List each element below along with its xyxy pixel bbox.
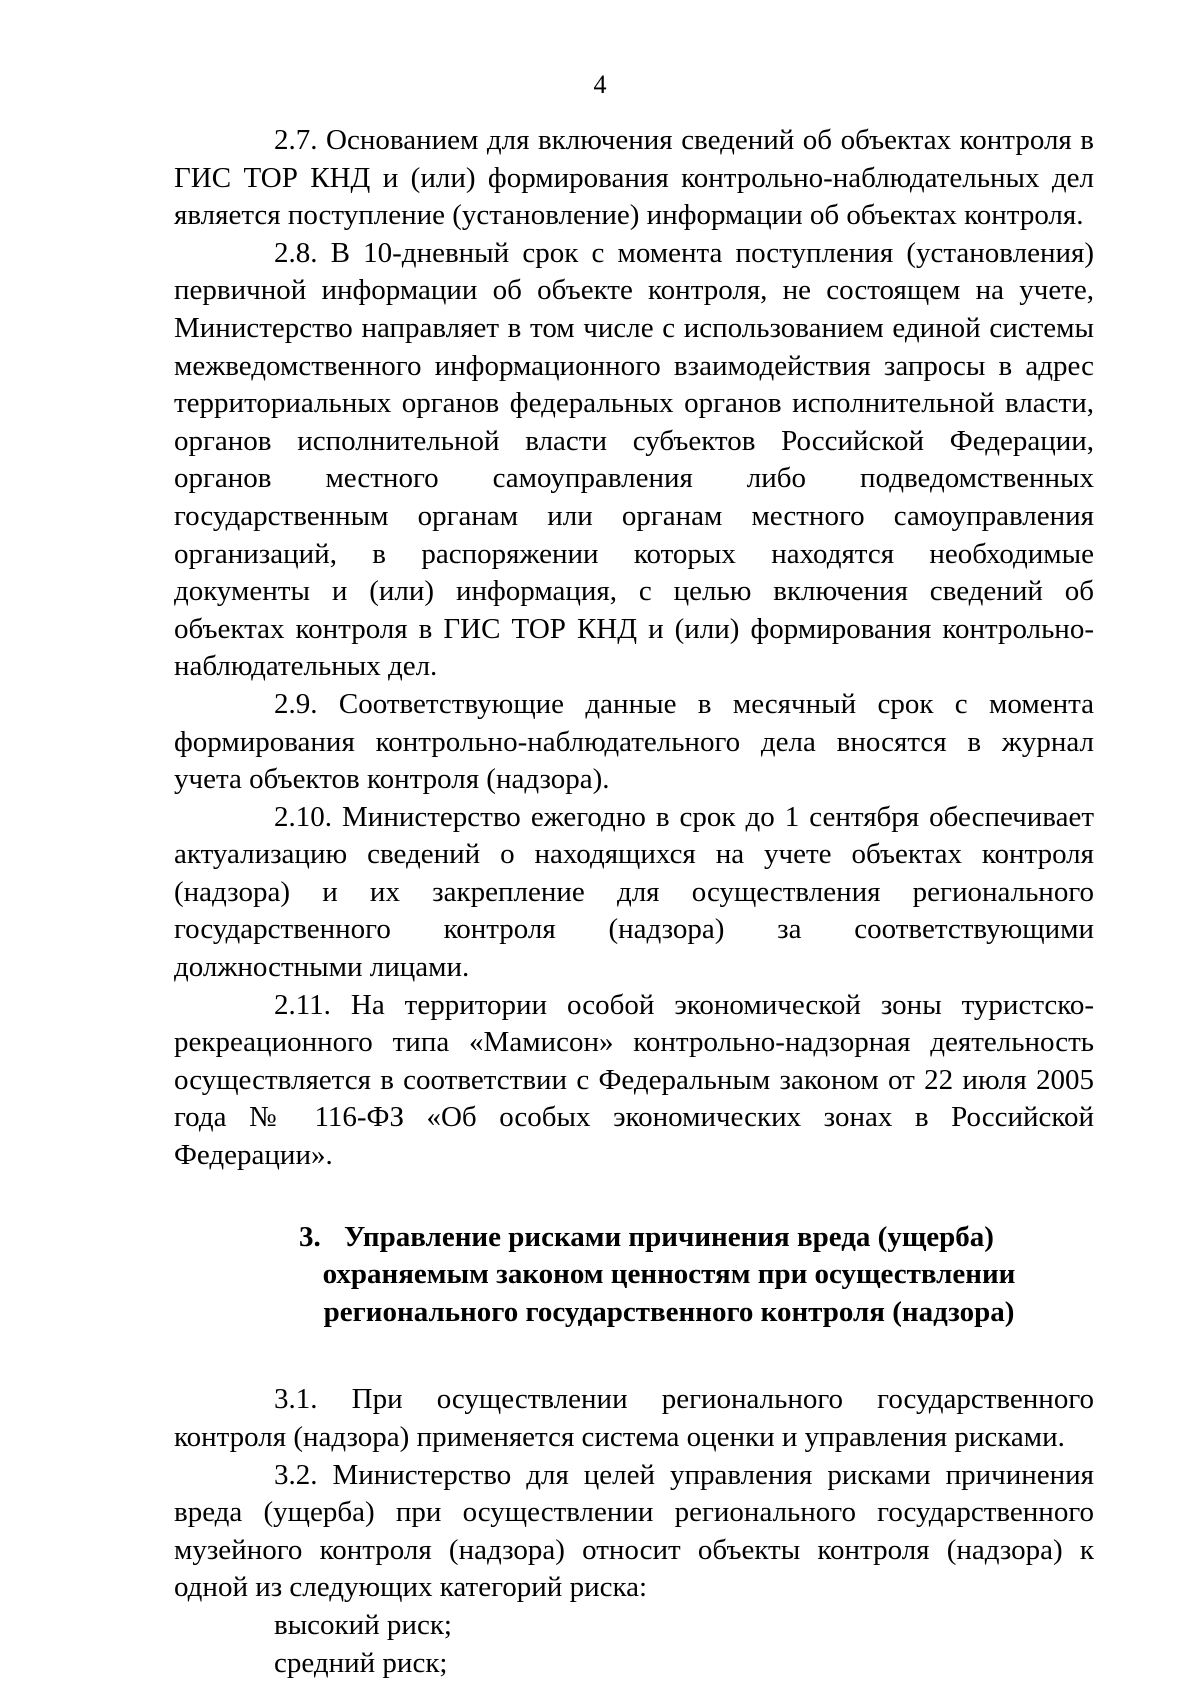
- paragraph-2-7: 2.7. Основанием для включения сведений об объектах контроля в ГИС ТОР КНД и (или) формирования контрольно-наблюдательных дел является поступление (установление) информации об объектах контроля.: [174, 124, 1094, 232]
- paragraph-2-8: 2.8. В 10-дневный срок с момента поступления (установления) первичной информации об объекте контроля, не состоящем на учете, Министерство направляет в том числе с использованием единой системы межведомственного информационного взаимодействия запросы в адрес территориальных органов федеральных органов исполнительной власти, органов исполнительной власти субъектов Российской Федерации, органов местного самоуправления либо подведомственных государственным органам или органам местного самоуправления организаций, в распоряжении которых находятся необходимые документы и (или) информация, с целью включения сведений об объектах контроля в ГИС ТОР КНД и (или) формирования контрольно-наблюдательных дел.: [174, 236, 1094, 683]
- document-body: [174, 122, 1094, 1682]
- section-title: Управление рисками причинения вреда (ущерба) охраняемым законом ценностям при осуществлении регионального государственного контроля (надзора): [322, 1220, 1016, 1328]
- paragraph-2-10: 2.10. Министерство ежегодно в срок до 1 сентября обеспечивает актуализацию сведений о находящихся на учете объектах контроля (надзора) и их закрепление для осуществления регионального государственного контроля (надзора) за соответствующими должностными лицами.: [174, 800, 1094, 984]
- risk-category-item: высокий риск;: [274, 1608, 452, 1641]
- paragraph-2-9: 2.9. Соответствующие данные в месячный срок с момента формирования контрольно-наблюдательного дела вносятся в журнал учета объектов контроля (надзора).: [174, 687, 1094, 796]
- section-number: 3.: [299, 1220, 321, 1253]
- section-heading: [174, 1219, 1094, 1332]
- paragraph-3-1: 3.1. При осуществлении регионального государственного контроля (надзора) применяется система оценки и управления рисками.: [174, 1383, 1094, 1453]
- paragraph-3-2: 3.2. Министерство для целей управления рисками причинения вреда (ущерба) при осуществлении регионального государственного музейного контроля (надзора) относит объекты контроля (надзора) к одной из следующих категорий риска:: [174, 1458, 1094, 1604]
- paragraph-2-11: 2.11. На территории особой экономической зоны туристско-рекреационного типа «Мамисон» контрольно-надзорная деятельность осуществляется в соответствии с Федеральным законом от 22 июля 2005 года № 116-ФЗ «Об особых экономических зонах в Российской Федерации».: [174, 988, 1094, 1172]
- page-number: 4: [593, 70, 607, 99]
- risk-category-item: средний риск;: [274, 1646, 448, 1679]
